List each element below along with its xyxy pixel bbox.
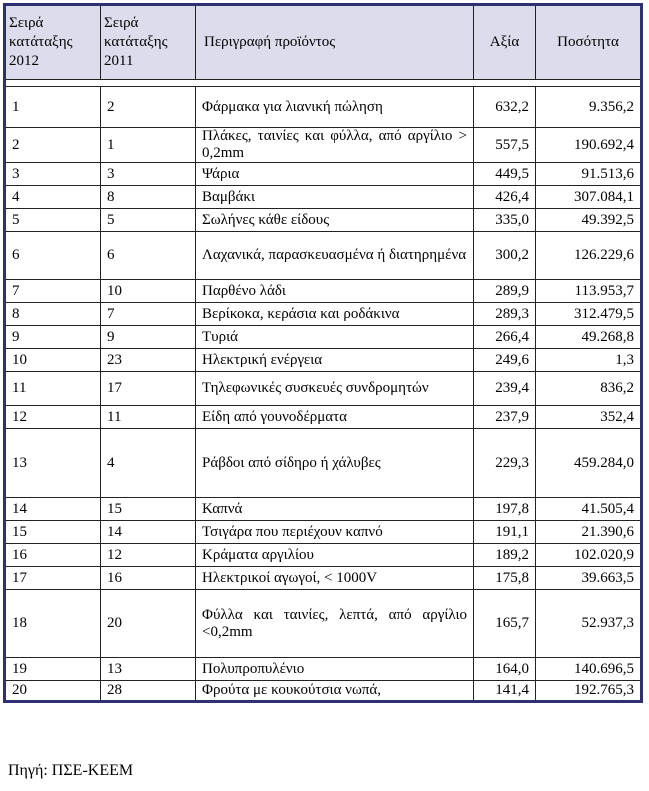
rank-2012-cell: 8 xyxy=(5,303,101,326)
value-cell: 141,4 xyxy=(474,681,536,702)
rank-2012-cell: 19 xyxy=(5,658,101,681)
rank-2011-cell: 7 xyxy=(101,303,196,326)
quantity-cell: 307.084,1 xyxy=(536,186,642,209)
description-cell: Ψάρια xyxy=(196,163,474,186)
quantity-cell: 49.268,8 xyxy=(536,326,642,349)
rank-2011-cell: 10 xyxy=(101,280,196,303)
value-cell: 175,8 xyxy=(474,567,536,590)
quantity-cell: 113.953,7 xyxy=(536,280,642,303)
value-cell: 197,8 xyxy=(474,498,536,521)
quantity-cell: 102.020,9 xyxy=(536,544,642,567)
rank-2012-cell: 6 xyxy=(5,232,101,280)
quantity-cell: 52.937,3 xyxy=(536,590,642,658)
description-cell: Ηλεκτρική ενέργεια xyxy=(196,349,474,372)
rank-2011-cell: 14 xyxy=(101,521,196,544)
products-ranking-table xyxy=(3,3,643,703)
table-row xyxy=(5,658,642,681)
quantity-cell: 49.392,5 xyxy=(536,209,642,232)
header-rank-2012: Σειρά κατάταξης 2012 xyxy=(5,5,101,80)
table-row xyxy=(5,163,642,186)
table-row xyxy=(5,429,642,498)
quantity-cell: 1,3 xyxy=(536,349,642,372)
rank-2012-cell: 3 xyxy=(5,163,101,186)
quantity-cell: 459.284,0 xyxy=(536,429,642,498)
rank-2011-cell: 4 xyxy=(101,429,196,498)
rank-2012-cell: 15 xyxy=(5,521,101,544)
value-cell: 300,2 xyxy=(474,232,536,280)
rank-2011-cell: 16 xyxy=(101,567,196,590)
rank-2011-cell: 12 xyxy=(101,544,196,567)
description-cell: Είδη από γουνοδέρματα xyxy=(196,406,474,429)
rank-2011-cell: 1 xyxy=(101,128,196,163)
rank-2011-cell: 28 xyxy=(101,681,196,702)
table-row xyxy=(5,326,642,349)
table-row xyxy=(5,209,642,232)
description-cell: Σωλήνες κάθε είδους xyxy=(196,209,474,232)
table-row xyxy=(5,521,642,544)
description-cell: Τηλεφωνικές συσκευές συνδρομητών xyxy=(196,372,474,406)
quantity-cell: 312.479,5 xyxy=(536,303,642,326)
table-row xyxy=(5,87,642,128)
rank-2011-cell: 3 xyxy=(101,163,196,186)
table-header-row xyxy=(5,5,642,80)
spacer-row xyxy=(5,80,642,87)
table-row xyxy=(5,372,642,406)
value-cell: 449,5 xyxy=(474,163,536,186)
quantity-cell: 39.663,5 xyxy=(536,567,642,590)
header-value: Αξία xyxy=(474,5,536,80)
rank-2011-cell: 15 xyxy=(101,498,196,521)
rank-2012-cell: 2 xyxy=(5,128,101,163)
description-cell: Τυριά xyxy=(196,326,474,349)
rank-2012-cell: 14 xyxy=(5,498,101,521)
table-row xyxy=(5,590,642,658)
value-cell: 266,4 xyxy=(474,326,536,349)
description-cell: Βερίκοκα, κεράσια και ροδάκινα xyxy=(196,303,474,326)
table-row xyxy=(5,681,642,702)
quantity-cell: 192.765,3 xyxy=(536,681,642,702)
table-row xyxy=(5,128,642,163)
rank-2011-cell: 6 xyxy=(101,232,196,280)
quantity-cell: 21.390,6 xyxy=(536,521,642,544)
rank-2011-cell: 20 xyxy=(101,590,196,658)
description-cell: Λαχανικά, παρασκευασμένα ή διατηρημένα xyxy=(196,232,474,280)
description-cell: Κράματα αργιλίου xyxy=(196,544,474,567)
quantity-cell: 9.356,2 xyxy=(536,87,642,128)
description-cell: Φύλλα και ταινίες, λεπτά, από αργίλιο <0,2mm xyxy=(196,590,474,658)
value-cell: 557,5 xyxy=(474,128,536,163)
source-note: Πηγή: ΠΣΕ-ΚΕΕΜ xyxy=(8,762,134,779)
value-cell: 164,0 xyxy=(474,658,536,681)
description-cell: Φάρμακα για λιανική πώληση xyxy=(196,87,474,128)
table-row xyxy=(5,567,642,590)
rank-2012-cell: 4 xyxy=(5,186,101,209)
value-cell: 237,9 xyxy=(474,406,536,429)
rank-2011-cell: 8 xyxy=(101,186,196,209)
rank-2012-cell: 10 xyxy=(5,349,101,372)
rank-2012-cell: 5 xyxy=(5,209,101,232)
rank-2011-cell: 5 xyxy=(101,209,196,232)
rank-2012-cell: 13 xyxy=(5,429,101,498)
quantity-cell: 836,2 xyxy=(536,372,642,406)
quantity-cell: 140.696,5 xyxy=(536,658,642,681)
description-cell: Καπνά xyxy=(196,498,474,521)
value-cell: 239,4 xyxy=(474,372,536,406)
value-cell: 335,0 xyxy=(474,209,536,232)
quantity-cell: 126.229,6 xyxy=(536,232,642,280)
rank-2012-cell: 17 xyxy=(5,567,101,590)
rank-2011-cell: 9 xyxy=(101,326,196,349)
quantity-cell: 190.692,4 xyxy=(536,128,642,163)
rank-2012-cell: 20 xyxy=(5,681,101,702)
table-row xyxy=(5,232,642,280)
table-row xyxy=(5,303,642,326)
quantity-cell: 41.505,4 xyxy=(536,498,642,521)
header-quantity: Ποσότητα xyxy=(536,5,642,80)
rank-2012-cell: 9 xyxy=(5,326,101,349)
description-cell: Παρθένο λάδι xyxy=(196,280,474,303)
rank-2011-cell: 13 xyxy=(101,658,196,681)
table-row xyxy=(5,544,642,567)
rank-2011-cell: 17 xyxy=(101,372,196,406)
rank-2012-cell: 11 xyxy=(5,372,101,406)
description-cell: Φρούτα με κουκούτσια νωπά, xyxy=(196,681,474,702)
value-cell: 189,2 xyxy=(474,544,536,567)
description-cell: Πολυπροπυλένιο xyxy=(196,658,474,681)
quantity-cell: 352,4 xyxy=(536,406,642,429)
header-description: Περιγραφή προϊόντος xyxy=(196,5,474,80)
description-cell: Βαμβάκι xyxy=(196,186,474,209)
rank-2012-cell: 7 xyxy=(5,280,101,303)
value-cell: 249,6 xyxy=(474,349,536,372)
table-row xyxy=(5,280,642,303)
description-cell: Ράβδοι από σίδηρο ή χάλυβες xyxy=(196,429,474,498)
value-cell: 632,2 xyxy=(474,87,536,128)
rank-2012-cell: 18 xyxy=(5,590,101,658)
value-cell: 289,9 xyxy=(474,280,536,303)
value-cell: 229,3 xyxy=(474,429,536,498)
value-cell: 191,1 xyxy=(474,521,536,544)
value-cell: 426,4 xyxy=(474,186,536,209)
rank-2012-cell: 1 xyxy=(5,87,101,128)
rank-2012-cell: 16 xyxy=(5,544,101,567)
rank-2011-cell: 11 xyxy=(101,406,196,429)
value-cell: 289,3 xyxy=(474,303,536,326)
quantity-cell: 91.513,6 xyxy=(536,163,642,186)
value-cell: 165,7 xyxy=(474,590,536,658)
table-row xyxy=(5,406,642,429)
description-cell: Τσιγάρα που περιέχουν καπνό xyxy=(196,521,474,544)
table-row xyxy=(5,186,642,209)
description-cell: Πλάκες, ταινίες και φύλλα, από αργίλιο > 0,2mm xyxy=(196,128,474,163)
table-row xyxy=(5,349,642,372)
rank-2011-cell: 23 xyxy=(101,349,196,372)
rank-2012-cell: 12 xyxy=(5,406,101,429)
header-rank-2011: Σειρά κατάταξης 2011 xyxy=(101,5,196,80)
rank-2011-cell: 2 xyxy=(101,87,196,128)
description-cell: Ηλεκτρικοί αγωγοί, < 1000V xyxy=(196,567,474,590)
table-row xyxy=(5,498,642,521)
